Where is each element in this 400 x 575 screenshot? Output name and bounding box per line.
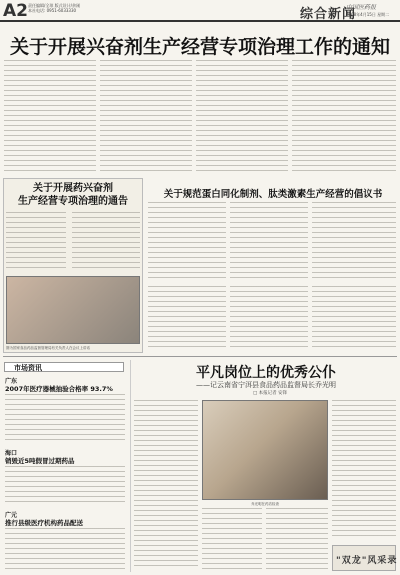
masthead: 中国医药报 — [346, 4, 377, 11]
initiative-text-2 — [230, 202, 308, 282]
left-article-title — [5, 182, 141, 208]
initiative-headline: 关于规范蛋白同化制剂、肽类激素生产经营的倡议书 — [163, 189, 383, 200]
feature-byline: □ 本报记者 安锋 — [252, 391, 288, 396]
sidebar-region-1: 广东 — [5, 378, 18, 385]
main-headline: 关于开展兴奋剂生产经营专项治理工作的通知 — [9, 36, 390, 58]
company-list-3 — [312, 286, 396, 348]
initiative-text-1 — [148, 202, 226, 282]
article-column-2 — [100, 60, 192, 175]
dateline: 2008年4月15日 星期二 — [346, 12, 390, 17]
company-list-2 — [230, 286, 308, 348]
page-number: A2 — [3, 1, 28, 21]
section-title: 综合新闻 — [300, 7, 357, 22]
initiative-text-3 — [312, 202, 396, 282]
feature-photo-caption: 乔光明在药店检查 — [251, 502, 279, 506]
ad-text: "双龙"风采录 — [336, 556, 398, 566]
company-list-1 — [148, 286, 226, 348]
article-column-1 — [4, 60, 96, 175]
sidebar-item-3-title: 推行县级医疗机构药品配送 — [5, 519, 83, 527]
article-column-4 — [292, 60, 396, 175]
sidebar-item-2-title: 销毁近5吨假冒过期药品 — [5, 457, 75, 465]
feature-column-1 — [134, 400, 198, 570]
header-meta — [28, 3, 148, 13]
sidebar-item-3-text — [5, 528, 125, 572]
feature-photo — [202, 400, 328, 500]
feature-title: 平凡岗位上的优秀公仆 — [196, 365, 336, 381]
left-article-photo — [6, 276, 140, 344]
left-article-text-2 — [72, 212, 140, 272]
sidebar-region-2: 海口 — [5, 450, 18, 457]
sidebar-heading: 市场资讯 — [14, 364, 42, 372]
header-meta-line-2: 本社电话: 0951-6033330 — [28, 8, 77, 13]
feature-column-2 — [202, 508, 262, 570]
left-article-title-line-1: 关于开展药兴奋剂 — [33, 183, 113, 194]
sidebar-item-2-text — [5, 466, 125, 506]
header-meta-line-1: 责任编辑/全琼 版式设计/余刚 — [28, 3, 80, 8]
section-divider — [3, 356, 397, 357]
feature-column-4 — [332, 400, 396, 540]
left-article-text-1 — [6, 212, 66, 272]
left-article-title-line-2: 生产经营专项治理的通告 — [18, 196, 128, 207]
left-photo-caption: 图为国家食品药品监督管理局有关负责人在会议上讲话 — [6, 346, 90, 350]
sidebar-item-1-title: 2007年医疗器械抽验合格率 93.7% — [5, 385, 113, 393]
article-column-3 — [196, 60, 288, 175]
feature-subtitle: ——记云南省宁洱县食品药品监督局长乔光明 — [196, 381, 336, 389]
sidebar-region-3: 广元 — [5, 512, 18, 519]
sidebar-item-1-text — [5, 394, 125, 444]
column-separator — [130, 360, 131, 572]
feature-column-3 — [266, 508, 328, 570]
